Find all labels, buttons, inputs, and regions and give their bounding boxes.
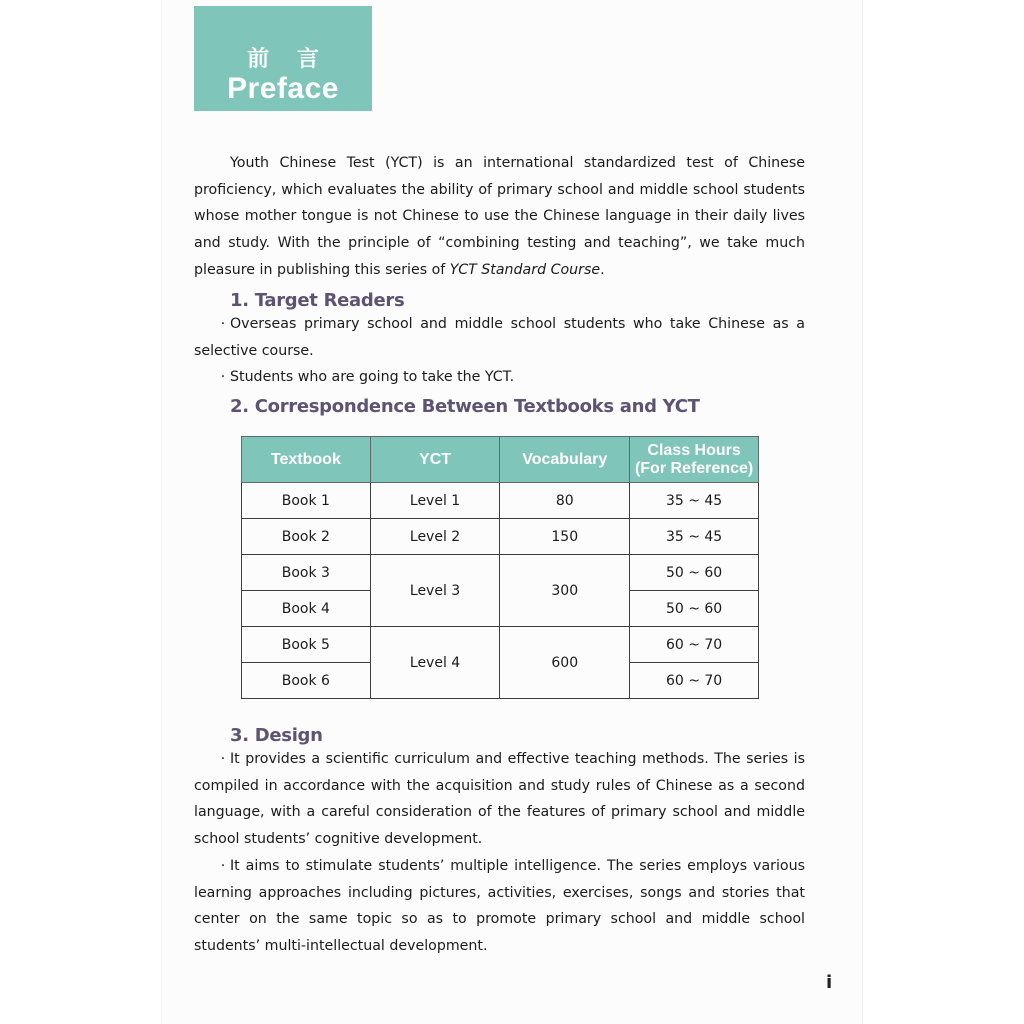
page-number: i <box>826 972 833 993</box>
bullet-dot-icon: · <box>220 369 226 385</box>
cell-hours: 50 ~ 60 <box>630 555 759 591</box>
header-yct: YCT <box>370 437 500 483</box>
cell-vocabulary: 80 <box>500 483 630 519</box>
cell-hours: 60 ~ 70 <box>630 663 759 699</box>
intro-text: Youth Chinese Test (YCT) is an international standardized test of Chinese proficiency, which evaluates the ability of primary school and middle school students whose mother tongue is not Chinese to use the Chinese language in their daily lives and study. With the principle of “combining testing and teaching”, we take much pleasure in publishing this series of <box>194 155 805 278</box>
title-english: Preface <box>227 72 339 105</box>
table-header-row <box>242 437 759 483</box>
table-row <box>242 627 759 663</box>
bullet-item: · Overseas primary school and middle school students who take Chinese as a selective course. <box>194 311 805 364</box>
course-title: YCT Standard Course <box>449 261 601 278</box>
cell-yct: Level 4 <box>370 627 500 699</box>
cell-hours: 35 ~ 45 <box>630 519 759 555</box>
bullet-dot-icon: · <box>220 858 226 874</box>
header-textbook: Textbook <box>242 437 371 483</box>
header-class-hours: Class Hours (For Reference) <box>630 437 759 483</box>
cell-vocabulary: 150 <box>500 519 630 555</box>
correspondence-table <box>241 436 759 699</box>
cell-textbook: Book 6 <box>242 663 371 699</box>
bullet-item: · It aims to stimulate students’ multiple intelligence. The series employs various learning approaches including pictures, activities, exercises, songs and stories that center on the same topic so as to promote primary school and middle school students’ multi-intellectual development. <box>194 853 805 960</box>
bullet-item: · Students who are going to take the YCT. <box>194 364 805 391</box>
bullet-item: · It provides a scientific curriculum and effective teaching methods. The series is compiled in accordance with the acquisition and study rules of Chinese as a second language, with a careful consideration of the features of primary school and middle school students’ cognitive development. <box>194 746 805 853</box>
cell-hours: 60 ~ 70 <box>630 627 759 663</box>
cell-textbook: Book 1 <box>242 483 371 519</box>
table-row <box>242 555 759 591</box>
table-row <box>242 519 759 555</box>
section-heading-design: 3. Design <box>230 725 323 746</box>
cell-hours: 50 ~ 60 <box>630 591 759 627</box>
preface-title-banner <box>194 6 372 111</box>
cell-textbook: Book 2 <box>242 519 371 555</box>
cell-textbook: Book 3 <box>242 555 371 591</box>
bullet-dot-icon: · <box>220 751 226 767</box>
header-vocabulary: Vocabulary <box>500 437 630 483</box>
cell-yct: Level 3 <box>370 555 500 627</box>
cell-vocabulary: 300 <box>500 555 630 627</box>
cell-yct: Level 2 <box>370 519 500 555</box>
section-heading-target-readers: 1. Target Readers <box>230 290 405 311</box>
cell-yct: Level 1 <box>370 483 500 519</box>
section-heading-correspondence: 2. Correspondence Between Textbooks and YCT <box>230 396 700 417</box>
cell-textbook: Book 5 <box>242 627 371 663</box>
bullet-dot-icon: · <box>220 316 226 332</box>
title-chinese: 前 言 <box>247 47 329 72</box>
intro-paragraph: Youth Chinese Test (YCT) is an international standardized test of Chinese proficiency, which evaluates the ability of primary school and middle school students whose mother tongue is not Chinese to use the Chinese language in their daily lives and study. With the principle of “combining testing and teaching”, we take much pleasure in publishing this series of YCT Standard Course. <box>194 155 805 278</box>
cell-vocabulary: 600 <box>500 627 630 699</box>
cell-textbook: Book 4 <box>242 591 371 627</box>
table-row <box>242 483 759 519</box>
cell-hours: 35 ~ 45 <box>630 483 759 519</box>
